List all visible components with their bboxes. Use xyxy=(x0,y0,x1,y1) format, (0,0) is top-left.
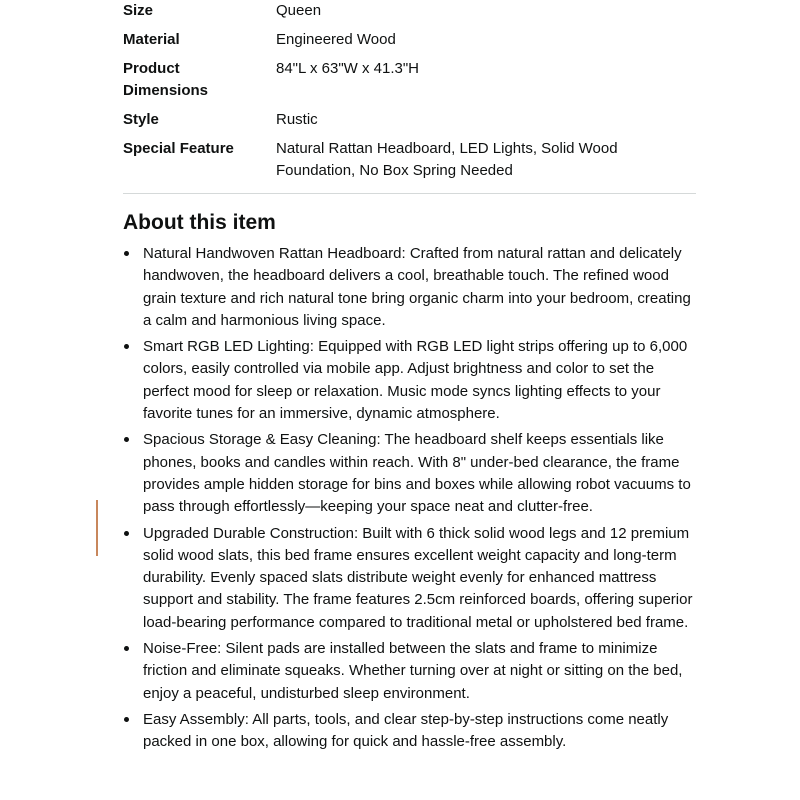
spec-key: Special Feature xyxy=(123,140,234,157)
about-this-item-heading: About this item xyxy=(123,211,276,234)
product-spec-table xyxy=(123,0,696,189)
feature-bullet xyxy=(123,336,696,425)
bullet-dot-icon xyxy=(124,344,129,349)
feature-bullet-text: Natural Handwoven Rattan Headboard: Crafted from natural rattan and delicately handwoven, the headboard delivers a cool, breathable touch. The refined wood grain texture and rich natural tone bring organic charm into your bedroom, creating a calm and harmonious living space. xyxy=(143,245,691,329)
spec-row-size xyxy=(123,0,696,29)
feature-bullet-text: Noise-Free: Silent pads are installed between the slats and frame to minimize friction and eliminate squeaks. Whether turning over at night or sitting on the bed, enjoy a peaceful, undisturbed sleep environment. xyxy=(143,640,683,702)
feature-bullet-text: Easy Assembly: All parts, tools, and clear step-by-step instructions come neatly packed in one box, allowing for quick and hassle-free assembly. xyxy=(143,710,669,751)
spec-key: Material xyxy=(123,31,180,48)
section-divider xyxy=(123,193,696,194)
product-details xyxy=(123,0,696,758)
feature-bullet xyxy=(123,709,696,754)
spec-key: Size xyxy=(123,2,154,19)
bullet-dot-icon xyxy=(124,717,129,722)
bullet-dot-icon xyxy=(124,646,129,651)
feature-bullet xyxy=(123,638,696,705)
feature-bullet xyxy=(123,243,696,332)
feature-bullet-list xyxy=(123,243,696,754)
spec-value: Rustic xyxy=(276,111,318,128)
spec-row-special-feature xyxy=(123,138,696,189)
spec-value: 84"L x 63"W x 41.3"H xyxy=(276,60,419,77)
feature-bullet-text: Upgraded Durable Construction: Built with 6 thick solid wood legs and 12 premium solid wood slats, this bed frame ensures excellent weight capacity and long-term durability. Evenly spaced slats distribute weight evenly for enhanced mattress support and stability. The frame features 2.5cm reinforced boards, offering superior load-bearing performance compared to traditional metal or upholstered bed frame. xyxy=(143,524,693,631)
feature-bullet xyxy=(123,523,696,634)
spec-value: Natural Rattan Headboard, LED Lights, Solid Wood Foundation, No Box Spring Needed xyxy=(276,140,618,179)
feature-bullet-text: Smart RGB LED Lighting: Equipped with RGB LED light strips offering up to 6,000 colors, easily controlled via mobile app. Adjust brightness and color to set the perfect mood for sleep or relaxation. Music mode syncs lighting effects to your favorite tunes for an immersive, dynamic atmosphere. xyxy=(143,338,688,423)
spec-value: Queen xyxy=(276,2,322,19)
bullet-dot-icon xyxy=(124,437,129,442)
left-edge-accent xyxy=(96,500,98,556)
feature-bullet xyxy=(123,429,696,518)
spec-row-material xyxy=(123,29,696,58)
spec-row-style xyxy=(123,109,696,138)
feature-bullet-text: Spacious Storage & Easy Cleaning: The headboard shelf keeps essentials like phones, books and candles within reach. With 8" under-bed clearance, the frame provides ample hidden storage for bins and boxes while allowing robot vacuums to pass through effortlessly—keeping your space neat and clutter-free. xyxy=(143,431,691,516)
bullet-dot-icon xyxy=(124,251,129,256)
spec-row-dimensions xyxy=(123,58,696,109)
spec-value: Engineered Wood xyxy=(276,31,396,48)
bullet-dot-icon xyxy=(124,531,129,536)
spec-key: Product Dimensions xyxy=(123,60,209,99)
spec-key: Style xyxy=(123,111,159,128)
